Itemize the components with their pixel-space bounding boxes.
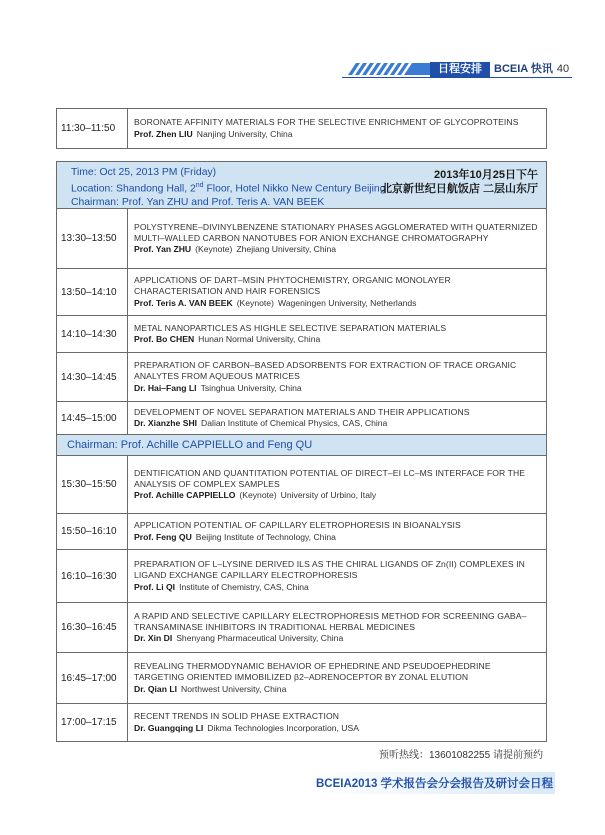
chairman-row (57, 435, 547, 456)
talk-speaker-line (134, 334, 540, 345)
session-info (71, 166, 386, 210)
talk-title: RECENT TRENDS IN SOLID PHASE EXTRACTION (134, 711, 340, 722)
talk-content (128, 402, 547, 435)
talk-title: METAL NANOPARTICLES AS HIGHLE SELECTIVE SEPARATION MATERIALS (134, 322, 447, 333)
talk-speaker: Dr. Xin DI (134, 633, 173, 644)
header-stripes-decoration (338, 63, 430, 75)
talk-content (128, 269, 547, 316)
talk-title: POLYSTYRENE–DIVINYLBENZENE STATIONARY PHASES AGGLOMERATED WITH QUATERNIZED MULTI–WALLED CARBON NANOTUBES FOR ANION EXCHANGE CHROMATOGRAPHY (134, 221, 538, 243)
page-number: 40 (556, 63, 570, 75)
session-location-text: Location: Shandong Hall, 2 (71, 183, 196, 195)
talk-content (128, 550, 547, 603)
talk-time: 17:00–17:15 (57, 704, 128, 742)
talk-title: BORONATE AFFINITY MATERIALS FOR THE SELECTIVE ENRICHMENT OF GLYCOPROTEINS (134, 117, 519, 128)
header-section-tab (430, 62, 490, 77)
talk-speaker-line (134, 383, 540, 394)
talk-title: PREPARATION OF CARBON–BASED ADSORBENTS FOR EXTRACTION OF TRACE ORGANIC ANALYTES FROM AQUEOUS MATRICES (134, 360, 517, 382)
talk-note: (Keynote) (239, 490, 277, 501)
session-location (71, 179, 386, 196)
talk-affiliation: University of Urbino, Italy (280, 490, 377, 501)
talk-time: 16:30–16:45 (57, 603, 128, 653)
talk-title: REVEALING THERMODYNAMIC BEHAVIOR OF EPHEDRINE AND PSEUDOEPHEDRINE TARGETING ORIENTED IMMOBILIZED β2–ADRENOCEPTOR BY ZONAL ELUTION (134, 661, 491, 683)
talk-title: APPLICATIONS OF DART–MSIN PHYTOCHEMISTRY, ORGANIC MONOLAYER CHARACTERISATION AND HAIR FORENSICS (134, 275, 451, 297)
talk-speaker-line (134, 684, 540, 695)
talk-content (128, 353, 547, 402)
talk-content (128, 514, 547, 550)
table-row (57, 603, 547, 653)
talk-time: 14:10–14:30 (57, 316, 128, 353)
talk-time: 13:30–13:50 (57, 209, 128, 269)
talk-speaker: Dr. Hai–Fang LI (134, 382, 197, 393)
talk-content (128, 456, 547, 514)
schedule-table (56, 208, 547, 742)
table-row (57, 269, 547, 316)
table-row (57, 209, 547, 269)
talk-content (128, 704, 547, 742)
talk-time: 16:45–17:00 (57, 653, 128, 704)
first-session-table (56, 108, 547, 149)
talk-time: 14:45–15:00 (57, 402, 128, 435)
table-row (57, 514, 547, 550)
chairman-label: Chairman: Prof. Achille CAPPIELLO and Feng QU (57, 435, 547, 456)
talk-affiliation: Northwest University, China (180, 683, 287, 694)
header-rule (342, 77, 572, 78)
table-row (57, 704, 547, 742)
talk-title: DEVELOPMENT OF NOVEL SEPARATION MATERIALS AND THEIR APPLICATIONS (134, 406, 470, 417)
session-time: Time: Oct 25, 2013 PM (Friday) (71, 167, 217, 178)
talk-speaker: Prof. Bo CHEN (134, 334, 195, 344)
talk-speaker: Dr. Xianzhe SHI (134, 418, 198, 428)
session-venue-cn: 北京新世纪日航饭店 二层山东厅 (380, 183, 538, 195)
talk-title: DENTIFICATION AND QUANTITATION POTENTIAL OF DIRECT–EI LC–MS INTERFACE FOR THE ANALYSIS OF COMPLEX SAMPLES (134, 467, 526, 489)
table-row (57, 316, 547, 353)
talk-affiliation: Beijing Institute of Technology, China (195, 531, 336, 542)
talk-title: PREPARATION OF L–LYSINE DERIVED ILS AS THE CHIRAL LIGANDS OF Zn(II) COMPLEXES IN LIGAND EXCHANGE CAPILLARY ELECTROPHORESIS (134, 559, 525, 581)
header-brand-name: BCEIA 快讯 (494, 63, 553, 75)
talk-speaker-line (134, 298, 540, 309)
talk-time: 15:30–15:50 (57, 456, 128, 514)
session-location-sup: nd (195, 182, 204, 190)
talk-speaker-line (134, 129, 540, 140)
talk-speaker: Prof. Teris A. VAN BEEK (134, 297, 233, 308)
talk-speaker-line (134, 490, 540, 501)
table-row (57, 402, 547, 435)
talk-speaker: Prof. Yan ZHU (134, 244, 192, 255)
talk-affiliation: Dalian Institute of Chemical Physics, CAS, China (201, 418, 388, 428)
talk-content (128, 209, 547, 269)
talk-affiliation: Nanjing University, China (196, 128, 293, 139)
talk-affiliation: Institute of Chemistry, CAS, China (179, 581, 309, 592)
table-row (57, 353, 547, 402)
talk-content (128, 109, 547, 149)
talk-time: 13:50–14:10 (57, 269, 128, 316)
talk-note: (Keynote) (195, 244, 233, 255)
talk-title: A RAPID AND SELECTIVE CAPILLARY ELECTROPHORESIS METHOD FOR SCREENING GABA–TRANSAMINASE INHIBITORS IN TRADITIONAL HERBAL MEDICINES (134, 610, 527, 632)
talk-speaker-line (134, 532, 540, 543)
talk-content (128, 316, 547, 353)
talk-time: 14:30–14:45 (57, 353, 128, 402)
session-date-cn: 2013年10月25日下午 (434, 169, 538, 181)
talk-speaker-line (134, 418, 540, 429)
header-brand (494, 62, 569, 77)
table-row (57, 653, 547, 704)
talk-time: 16:10–16:30 (57, 550, 128, 603)
talk-speaker: Dr. Qian LI (134, 683, 177, 694)
talk-speaker-line (134, 582, 540, 593)
talk-affiliation: Dikma Technologies Incorporation, USA (207, 722, 359, 733)
table-row (57, 456, 547, 514)
session-chairman: Chairman: Prof. Yan ZHU and Prof. Teris A. VAN BEEK (71, 197, 325, 209)
talk-speaker: Prof. Feng QU (134, 531, 192, 542)
talk-affiliation: Shenyang Pharmaceutical University, China (176, 633, 344, 644)
talk-affiliation: Hunan Normal University, China (198, 334, 321, 344)
talk-speaker: Prof. Achille CAPPIELLO (134, 490, 236, 501)
talk-time: 11:30–11:50 (57, 109, 128, 149)
talk-speaker: Dr. Guangqing LI (134, 722, 204, 733)
talk-affiliation: Wageningen University, Netherlands (277, 297, 417, 308)
talk-content (128, 603, 547, 653)
booking-hotline: 预听热线：13601082255 请提前预约 (379, 750, 543, 761)
talk-speaker: Prof. Zhen LIU (134, 128, 193, 139)
talk-content (128, 653, 547, 704)
talk-speaker-line (134, 633, 540, 644)
talk-speaker: Prof. Li QI (134, 581, 176, 592)
talk-affiliation: Zhejiang University, China (236, 244, 337, 255)
table-row (57, 550, 547, 603)
header-tab-label: 日程安排 (438, 63, 482, 75)
table-row (57, 109, 547, 149)
talk-speaker-line (134, 244, 540, 255)
footer-title: BCEIA2013 学术报告会分会报告及研讨会日程 (316, 778, 554, 790)
session-location-rest: Floor, Hotel Nikko New Century Beijing (203, 183, 386, 195)
talk-note: (Keynote) (236, 297, 274, 308)
talk-affiliation: Tsinghua University, China (200, 382, 302, 393)
talk-speaker-line (134, 723, 540, 734)
talk-title: APPLICATION POTENTIAL OF CAPILLARY ELETROPHORESIS IN BIOANALYSIS (134, 520, 461, 531)
session-header (56, 161, 547, 208)
talk-time: 15:50–16:10 (57, 514, 128, 550)
